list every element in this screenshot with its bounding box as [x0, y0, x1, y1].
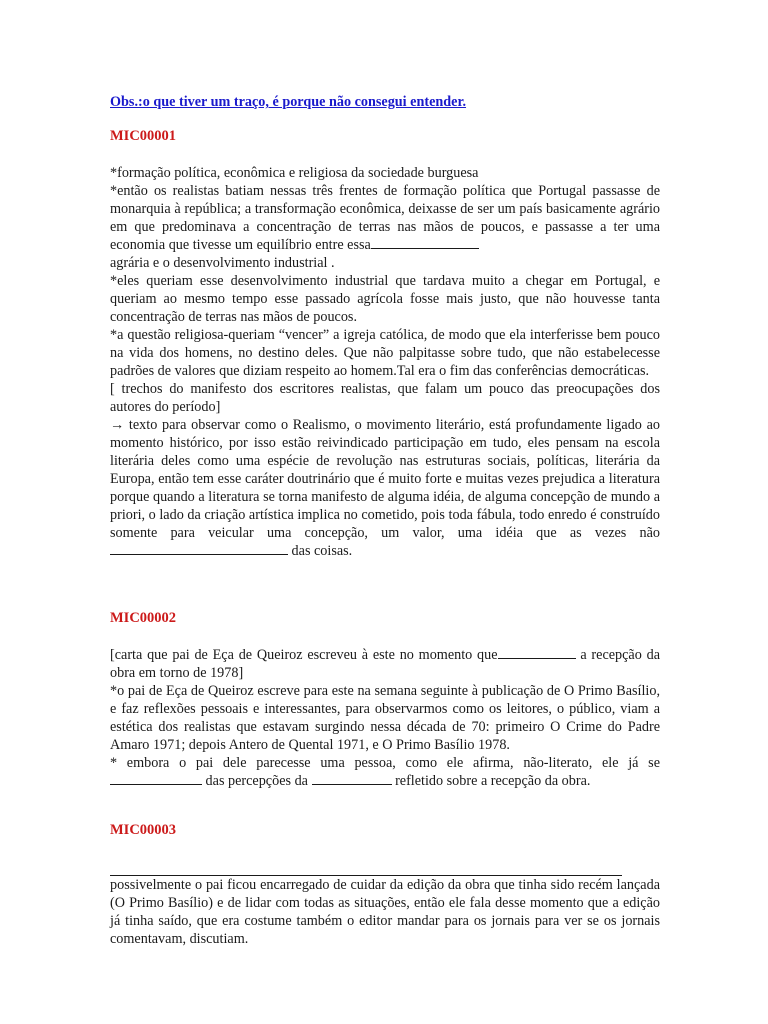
paragraph-text: → texto para observar como o Realismo, o movimento literário, está profundamente ligado ao momento histórico, por isso estão reivindicado participação em tudo, eles pensam na escola literária deles como uma espécie de revolução nas estruturas sociais, políticas, literária da Europa, então tem esse caráter doutrinário que é muito forte e muitas vezes prejudica a literatura porque quando a literatura se torna manifesto de alguma idéia, de alguma concepção de mundo a priori, o lado da criação artística implica no cometido, pois toda fábula, todo enredo é construído somente para veicular uma concepção, um valor, uma idéia que as vezes não: [110, 417, 660, 541]
paragraph: *formação política, econômica e religiosa da sociedade burguesa: [110, 165, 479, 181]
paragraph: [110, 646, 660, 682]
section-heading-mic00002: MIC00002: [110, 610, 177, 626]
paragraph-text: das percepções da: [205, 773, 308, 789]
illegible-blank: [498, 646, 576, 659]
paragraph: *o pai de Eça de Queiroz escreve para este na semana seguinte à publicação de O Primo Basílio, e faz reflexões pessoais e interessantes, para observarmos como os leitores, o público, viam a estética dos realistas que estavam surgindo nessa década de 70: primeiro O Crime do Padre Amaro 1971; depois Antero de Quental 1971, e O Primo Basílio 1978.: [110, 683, 660, 753]
observation-note: Obs.:o que tiver um traço, é porque não consegui entender.: [110, 94, 467, 110]
section-heading-mic00003: MIC00003: [110, 822, 177, 838]
paragraph: *a questão religiosa-queriam “vencer” a igreja católica, de modo que ela interferisse bem pouco na vida dos homens, no destino deles. Que não palpitasse sobre tudo, que não estabelecesse padrões de valores que diziam respeito ao homem.Tal era o fim das conferências democráticas.: [110, 327, 660, 379]
illegible-blank: [371, 236, 479, 249]
paragraph-text: *então os realistas batiam nessas três frentes de formação política que Portugal passasse de monarquia à república; a transformação econômica, deixasse de ser um país basicamente agrário em que predominava a concentração de terras nas mãos de poucos, e passasse a ter uma economia que tivesse um equilíbrio entre essa: [110, 183, 660, 253]
paragraph-text: das coisas.: [291, 543, 353, 559]
paragraph: [110, 754, 660, 790]
section-body-mic00002: [110, 646, 660, 790]
paragraph-text: * embora o pai dele parecesse uma pessoa, como ele afirma, não-literato, ele já se: [110, 755, 660, 771]
paragraph: possivelmente o pai ficou encarregado de cuidar da edição da obra que tinha sido recém lançada (O Primo Basílio) e de lidar com todas as situações, então ele fala desse momento que a edição já tinha saído, que era costume também o editor mandar para os jornais para ver se os jornais comentavam, discutiam.: [110, 877, 660, 947]
paragraph: [ trechos do manifesto dos escritores realistas, que falam um pouco das preocupações dos autores do período]: [110, 381, 660, 415]
section-body-mic00001: [110, 164, 660, 560]
section-body-mic00003: [110, 858, 660, 948]
paragraph-text: [carta que pai de Eça de Queiroz escreveu à este no momento que: [110, 647, 498, 663]
section-heading-mic00001: MIC00001: [110, 128, 177, 144]
paragraph: [110, 416, 660, 560]
illegible-blank: [110, 542, 288, 555]
paragraph: [110, 182, 660, 254]
illegible-blank-line: [110, 858, 622, 876]
illegible-blank: [110, 772, 202, 785]
paragraph-text: refletido sobre a recepção da obra.: [395, 773, 591, 789]
paragraph-text: a recepção da obra em torno de 1978]: [110, 647, 661, 681]
paragraph: agrária e o desenvolvimento industrial .: [110, 255, 335, 271]
illegible-blank: [312, 772, 392, 785]
paragraph: *eles queriam esse desenvolvimento industrial que tardava muito a chegar em Portugal, e queriam ao mesmo tempo esse passado agrícola fosse mais justo, que não houvesse tanta concentração de terras nas mãos de poucos.: [110, 273, 660, 325]
